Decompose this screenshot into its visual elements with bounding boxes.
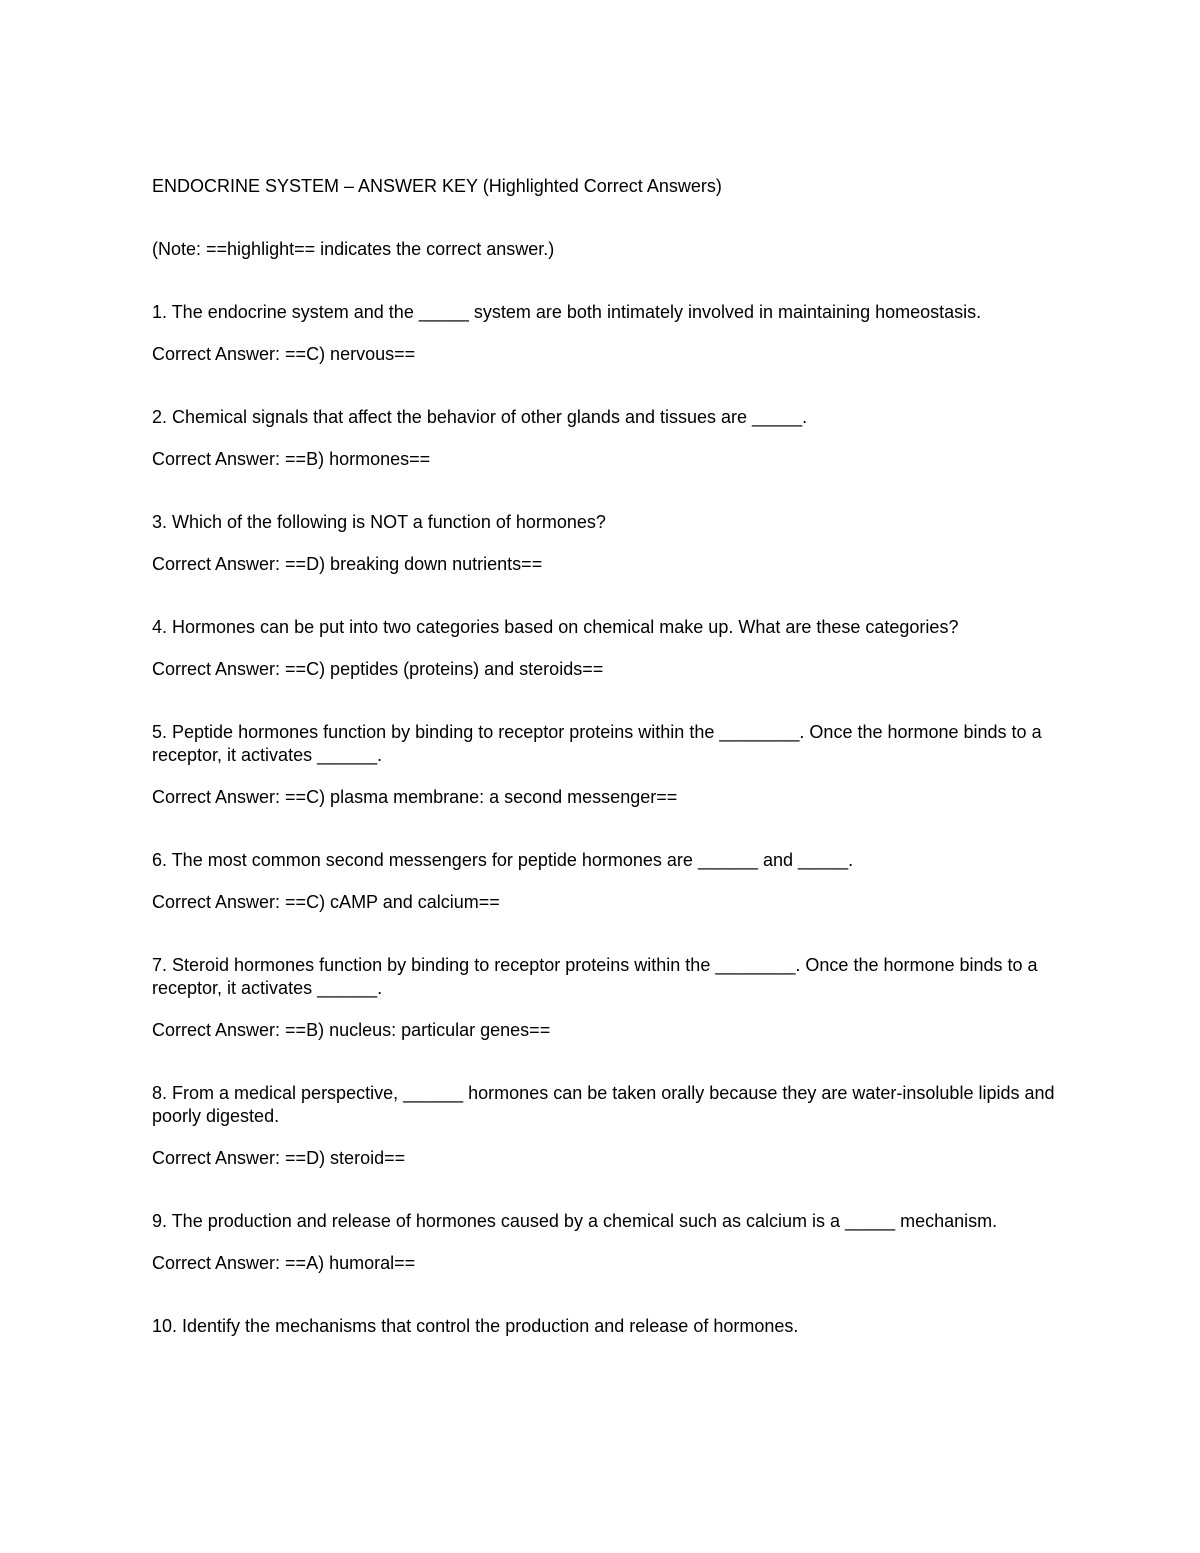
question-5: 5. Peptide hormones function by binding to receptor proteins within the ________. Once the hormone binds to a receptor, it activates ______. xyxy=(152,722,1042,765)
highlight-note: (Note: ==highlight== indicates the correct answer.) xyxy=(152,239,555,259)
question-9: 9. The production and release of hormones caused by a chemical such as calcium is a _____ mechanism. xyxy=(152,1211,998,1231)
answer-2: Correct Answer: ==B) hormones== xyxy=(152,449,431,469)
question-8: 8. From a medical perspective, ______ hormones can be taken orally because they are water-insoluble lipids and poorly digested. xyxy=(152,1083,1055,1126)
question-6: 6. The most common second messengers for peptide hormones are ______ and _____. xyxy=(152,850,854,870)
document-title: ENDOCRINE SYSTEM – ANSWER KEY (Highlighted Correct Answers) xyxy=(152,176,722,196)
question-2: 2. Chemical signals that affect the behavior of other glands and tissues are _____. xyxy=(152,407,808,427)
answer-4: Correct Answer: ==C) peptides (proteins) and steroids== xyxy=(152,659,604,679)
answer-8: Correct Answer: ==D) steroid== xyxy=(152,1148,406,1168)
question-3: 3. Which of the following is NOT a function of hormones? xyxy=(152,512,606,532)
answer-9: Correct Answer: ==A) humoral== xyxy=(152,1253,416,1273)
question-7: 7. Steroid hormones function by binding to receptor proteins within the ________. Once the hormone binds to a receptor, it activates ______. xyxy=(152,955,1038,998)
question-10: 10. Identify the mechanisms that control the production and release of hormones. xyxy=(152,1316,799,1336)
document-page xyxy=(152,175,1062,1357)
answer-5: Correct Answer: ==C) plasma membrane: a second messenger== xyxy=(152,787,678,807)
answer-6: Correct Answer: ==C) cAMP and calcium== xyxy=(152,892,500,912)
question-4: 4. Hormones can be put into two categories based on chemical make up. What are these categories? xyxy=(152,617,959,637)
question-1: 1. The endocrine system and the _____ system are both intimately involved in maintaining homeostasis. xyxy=(152,302,982,322)
answer-7: Correct Answer: ==B) nucleus: particular genes== xyxy=(152,1020,551,1040)
answer-3: Correct Answer: ==D) breaking down nutrients== xyxy=(152,554,543,574)
answer-1: Correct Answer: ==C) nervous== xyxy=(152,344,416,364)
